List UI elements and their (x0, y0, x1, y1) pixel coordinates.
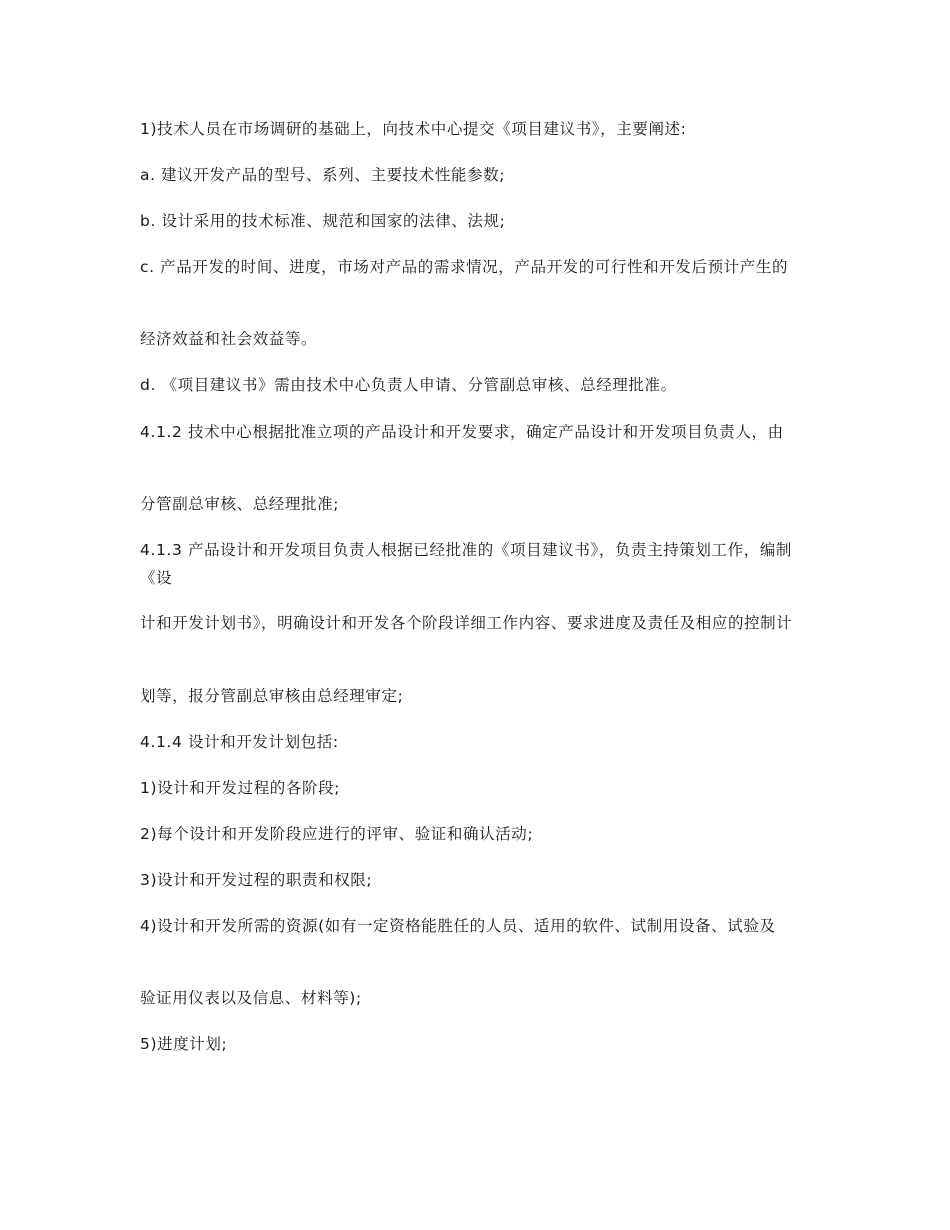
paragraph: 划等，报分管副总审核由总经理审定; (140, 687, 404, 705)
paragraph: 2)每个设计和开发阶段应进行的评审、验证和确认活动; (140, 825, 534, 843)
paragraph: d. 《项目建议书》需由技术中心负责人申请、分管副总审核、总经理批准。 (140, 376, 677, 394)
paragraph: 验证用仪表以及信息、材料等); (140, 989, 362, 1007)
paragraph: 4.1.2 技术中心根据批准立项的产品设计和开发要求，确定产品设计和开发项目负责人，由 (140, 423, 784, 441)
paragraph: 3)设计和开发过程的职责和权限; (140, 871, 373, 889)
paragraph: 经济效益和社会效益等。 (140, 330, 318, 348)
paragraph: 计和开发计划书》，明确设计和开发各个阶段详细工作内容、要求进度及责任及相应的控制计 (140, 614, 793, 632)
paragraph: 4.1.3 产品设计和开发项目负责人根据已经批准的《项目建议书》，负责主持策划工作，编制《设 (140, 541, 793, 587)
paragraph: a. 建议开发产品的型号、系列、主要技术性能参数; (140, 166, 506, 184)
paragraph: 分管副总审核、总经理批准; (140, 495, 340, 513)
paragraph: c. 产品开发的时间、进度，市场对产品的需求情况，产品开发的可行性和开发后预计产生的 (140, 258, 789, 276)
paragraph: 4)设计和开发所需的资源(如有一定资格能胜任的人员、适用的软件、试制用设备、试验及 (140, 917, 776, 935)
paragraph: 1)设计和开发过程的各阶段; (140, 779, 341, 797)
paragraph: 5)进度计划; (140, 1035, 228, 1053)
paragraph: 4.1.4 设计和开发计划包括: (140, 733, 339, 751)
paragraph: b. 设计采用的技术标准、规范和国家的法律、法规; (140, 212, 506, 230)
paragraph: 1)技术人员在市场调研的基础上，向技术中心提交《项目建议书》，主要阐述: (140, 120, 687, 138)
